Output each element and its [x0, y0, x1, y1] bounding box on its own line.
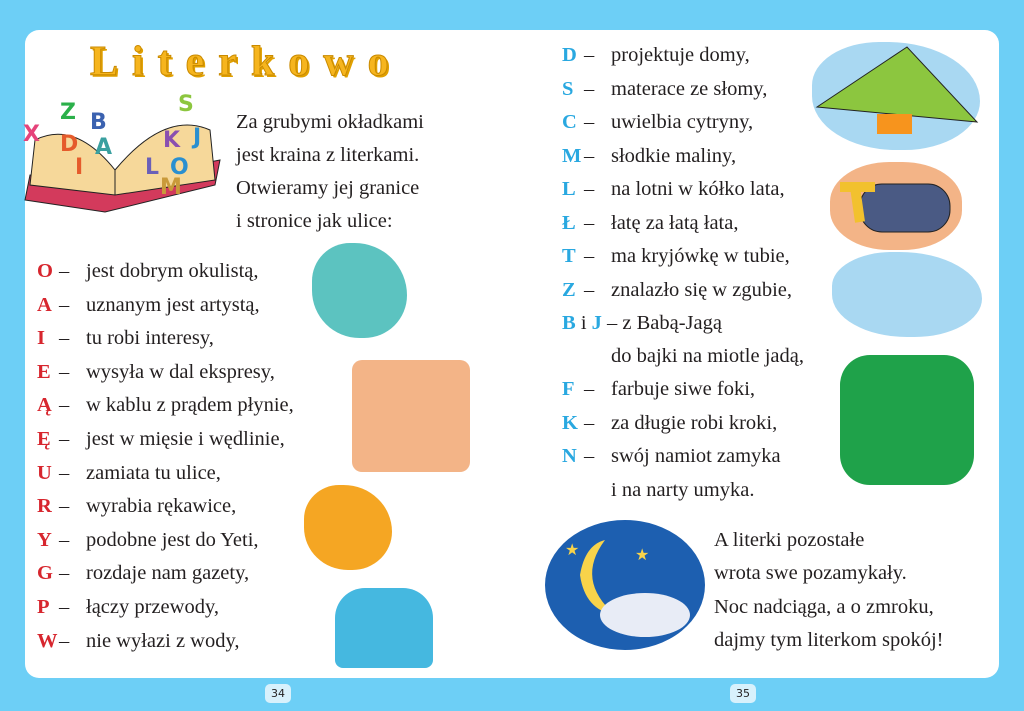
dash: – [584, 378, 595, 400]
book-letter: L [145, 155, 160, 180]
page-number-right: 35 [730, 684, 756, 703]
verse-letter: F [562, 378, 575, 400]
outro-line: Noc nadciąga, a o zmroku, [714, 596, 934, 618]
dash: – [584, 411, 595, 434]
hang-glider-icon [812, 42, 980, 150]
verse-line [37, 595, 219, 619]
dash: – [584, 245, 595, 267]
verse-letter: B [562, 312, 576, 334]
verse-letter: W [37, 629, 58, 652]
dash: – [59, 629, 70, 652]
verse-line [562, 444, 781, 468]
verse-letter: U [37, 461, 52, 484]
verse-letter: J [591, 312, 602, 334]
letter-t-tube-illustration [830, 162, 962, 250]
dash: – [607, 312, 618, 334]
verse-letter: A [37, 293, 52, 316]
book-letter: S [178, 92, 194, 117]
verse-text: wyrabia rękawice, [86, 495, 237, 518]
moon-icon [545, 520, 705, 650]
verse-text: i na narty umyka. [611, 479, 755, 501]
verse-text: znalazło się w zgubie, [611, 278, 793, 301]
intro-line: Za grubymi okładkami [236, 111, 424, 133]
verse-text: z Babą-Jagą [622, 312, 722, 334]
verse-line [37, 561, 250, 585]
verse-text: rozdaje nam gazety, [86, 562, 250, 585]
book-letter: O [170, 155, 189, 180]
verse-text: uwielbia cytryny, [611, 111, 754, 133]
verse-text: łączy przewody, [86, 596, 219, 618]
verse-line [37, 528, 259, 552]
verse-line [37, 393, 294, 417]
book-letter: I [75, 155, 84, 180]
dash: – [584, 144, 595, 167]
verse-letter: R [37, 495, 52, 518]
verse-line [37, 494, 237, 518]
conjunction: i [580, 312, 587, 334]
verse-text: nie wyłazi z wody, [86, 629, 240, 652]
verse-text: ma kryjówkę w tubie, [611, 245, 790, 267]
verse-text: materace ze słomy, [611, 77, 768, 100]
dash: – [584, 178, 595, 200]
outro-line: A literki pozostałe [714, 529, 865, 551]
verse-letter: C [562, 111, 577, 133]
dash: – [59, 360, 70, 383]
intro-line: Otwieramy jej granice [236, 177, 420, 199]
verse-line [37, 360, 275, 384]
book-letter: B [90, 110, 107, 135]
verse-letter: Ę [37, 428, 51, 450]
outro-line: dajmy tym literkom spokój! [714, 629, 944, 651]
dash: – [59, 461, 70, 484]
verse-line [562, 278, 793, 302]
verse-text: łatę za łatą łata, [611, 211, 739, 234]
book-icon [15, 100, 230, 215]
open-book-illustration [15, 92, 230, 215]
verse-letter: O [37, 260, 53, 282]
verse-text: za długie robi kroki, [611, 411, 778, 434]
verse-letter: E [37, 360, 51, 383]
book-letter: Z [60, 100, 76, 125]
verse-line [562, 177, 785, 201]
verse-letter: I [37, 327, 45, 350]
letter-l-hangglider-illustration [812, 42, 980, 150]
verse-line [37, 326, 214, 350]
intro-line: i stronice jak ulice: [236, 210, 393, 232]
book-letter: M [160, 175, 182, 200]
page-title: Literkowo [90, 39, 403, 85]
moon-night-illustration [545, 520, 705, 650]
verse-line [37, 629, 240, 653]
dash: – [59, 293, 70, 316]
book-letter: K [163, 128, 181, 153]
dash: – [59, 327, 70, 350]
verse-bj [562, 311, 722, 335]
dash: – [584, 445, 595, 467]
outro-line: wrota swe pozamykały. [714, 562, 907, 584]
verse-letter: Ł [562, 211, 576, 234]
verse-letter: Y [37, 528, 52, 551]
verse-letter: D [562, 44, 577, 66]
book-letter: J [193, 125, 202, 150]
verse-line [562, 411, 778, 435]
page-number-left: 34 [265, 684, 291, 703]
verse-text: słodkie maliny, [611, 144, 737, 167]
verse-line [562, 144, 737, 168]
verse-text: zamiata tu ulice, [86, 461, 221, 484]
letter-u-street-illustration [352, 360, 470, 472]
verse-text: wysyła w dal ekspresy, [86, 360, 275, 383]
verse-line [37, 259, 259, 283]
verse-letter: N [562, 445, 577, 467]
dash: – [59, 394, 70, 417]
dash: – [59, 528, 70, 551]
verse-text: jest w mięsie i wędlinie, [86, 428, 285, 450]
dash: – [59, 260, 70, 282]
verse-letter: L [562, 178, 576, 200]
verse-letter: G [37, 562, 53, 585]
dash: – [584, 278, 595, 301]
intro-line: jest kraina z literkami. [236, 144, 420, 166]
verse-text: projektuje domy, [611, 44, 750, 66]
verse-line [562, 77, 768, 101]
book-letter: A [95, 135, 113, 160]
book-letter: D [60, 132, 79, 157]
dash: – [59, 562, 70, 585]
verse-letter: Ą [37, 394, 52, 417]
letter-k-walking-illustration [840, 355, 974, 485]
verse-line [562, 244, 790, 268]
verse-text: w kablu z prądem płynie, [86, 394, 294, 417]
dash: – [59, 428, 70, 450]
verse-line [562, 43, 750, 67]
verse-text: na lotni w kółko lata, [611, 178, 785, 200]
verse-letter: P [37, 596, 50, 618]
dash: – [584, 77, 595, 100]
verse-letter: K [562, 411, 578, 434]
dash: – [584, 111, 595, 133]
verse-line [37, 461, 221, 485]
verse-letter: S [562, 77, 574, 100]
verse-text: tu robi interesy, [86, 327, 214, 350]
verse-line [562, 377, 756, 401]
letter-w-water-illustration [335, 588, 433, 668]
verse-text: farbuje siwe foki, [611, 378, 756, 400]
verse-text: jest dobrym okulistą, [86, 260, 259, 282]
verse-line [37, 293, 260, 317]
verse-text: podobne jest do Yeti, [86, 528, 259, 551]
dash: – [584, 44, 595, 66]
verse-letter: M [562, 144, 582, 167]
svg-text:★: ★ [635, 547, 650, 564]
svg-text:★: ★ [565, 542, 580, 559]
verse-text: swój namiot zamyka [611, 445, 781, 467]
dash: – [59, 596, 70, 618]
verse-letter: Z [562, 278, 576, 301]
verse-letter: T [562, 245, 576, 267]
dash: – [584, 211, 595, 234]
book-letter: X [23, 122, 40, 147]
verse-line [37, 427, 285, 451]
verse-line [562, 211, 739, 235]
verse-text: uznanym jest artystą, [86, 293, 260, 316]
verse-text: do bajki na miotle jadą, [611, 345, 804, 367]
verse-line [562, 110, 754, 134]
dash: – [59, 495, 70, 518]
tube-icon [830, 162, 962, 250]
